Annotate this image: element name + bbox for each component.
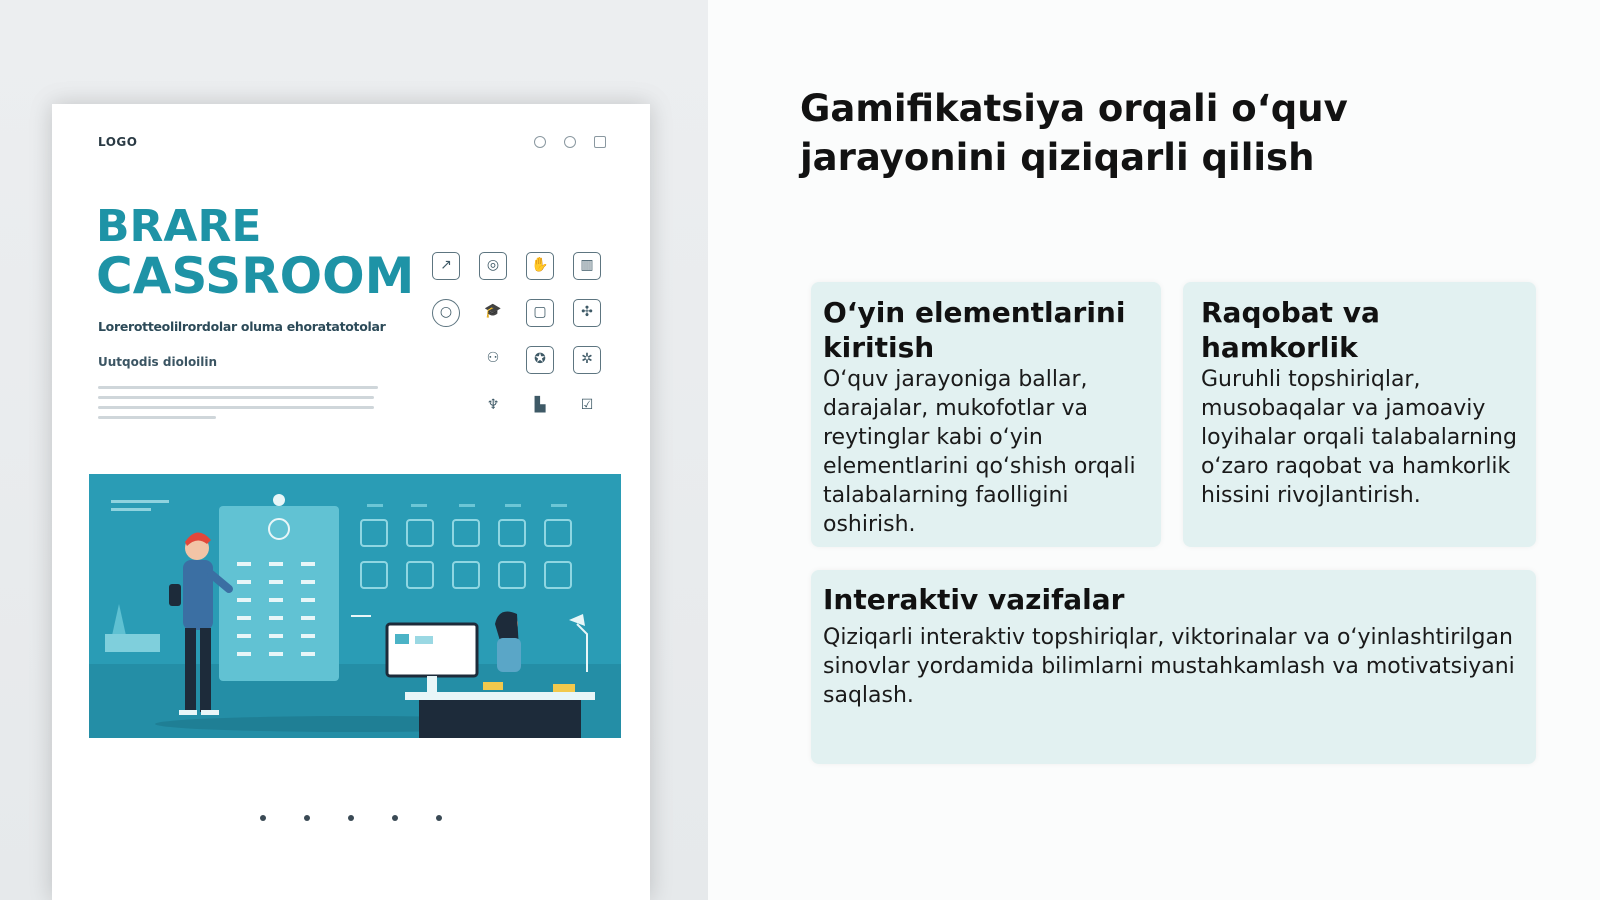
- document-preview: [52, 104, 650, 900]
- shield-icon: [564, 136, 576, 148]
- doc-title: [96, 201, 415, 306]
- chart-icon: ↗: [432, 252, 460, 280]
- card-body: Guruhli topshiriqlar, musobaqalar va jamoaviy loyihalar orqali talabalarning o‘zaro raqobat va hamkorlik hissini rivojlantirish.: [1201, 367, 1517, 508]
- bar-chart-icon: ▙: [534, 397, 546, 413]
- text-placeholder-line: [98, 386, 378, 389]
- card-title: O‘yin elementlarini kiritish: [823, 296, 1126, 364]
- gear-icon: ✲: [573, 346, 601, 374]
- card-interactive: [811, 570, 1536, 764]
- trophy-icon: ♆: [486, 397, 500, 413]
- card-competition: [1183, 282, 1536, 547]
- doc-tagline: Uutqodis dioloilin: [98, 355, 218, 369]
- doc-subtitle: Lorerotteolilrordolar oluma ehoratatotolar: [98, 319, 386, 334]
- carousel-dot[interactable]: [304, 815, 310, 821]
- puzzle-icon: ✣: [573, 299, 601, 327]
- slide-title: Gamifikatsiya orqali o‘quv jarayonini qiziqarli qilish: [800, 87, 1348, 179]
- frame-icon: ▢: [526, 299, 554, 327]
- doc-title-line2: CASSROOM: [96, 247, 415, 306]
- preview-panel: [0, 0, 708, 900]
- chat-icon: [534, 136, 546, 148]
- text-placeholder-line: [98, 406, 374, 409]
- card-body: O‘quv jarayoniga ballar, darajalar, mukofotlar va reytinglar kabi o‘yin elementlarini qo‘shish orqali talabalarning faolligini oshirish.: [823, 367, 1136, 537]
- carousel-dots: [52, 806, 650, 825]
- card-title: Interaktiv vazifalar: [823, 583, 1125, 616]
- classroom-illustration: [89, 474, 621, 738]
- doc-top-icons: [534, 136, 606, 148]
- text-placeholder-line: [98, 416, 216, 419]
- check-icon: ☑: [580, 397, 594, 413]
- cap-icon: 🎓: [484, 303, 502, 319]
- window-icon: [594, 136, 606, 148]
- text-placeholder-line: [98, 396, 374, 399]
- carousel-dot[interactable]: [436, 815, 442, 821]
- carousel-dot[interactable]: [348, 815, 354, 821]
- card-title: Raqobat va hamkorlik: [1201, 296, 1380, 364]
- globe-icon: ◎: [479, 252, 507, 280]
- people-icon: ⚇: [486, 350, 500, 366]
- hand-icon: ✋: [526, 252, 554, 280]
- doc-logo: LOGO: [98, 135, 138, 149]
- card-body: Qiziqarli interaktiv topshiriqlar, viktorinalar va o‘yinlashtirilgan sinovlar yordamida bilimlarni mustahkamlash va motivatsiyani saqlash.: [823, 625, 1515, 708]
- card-game-elements: [811, 282, 1161, 547]
- feature-icon-grid: [432, 252, 628, 442]
- carousel-dot[interactable]: [392, 815, 398, 821]
- badge-icon: ✪: [526, 346, 554, 374]
- doc-title-line1: BRARE: [96, 201, 262, 252]
- carousel-dot[interactable]: [260, 815, 266, 821]
- book-icon: ▥: [573, 252, 601, 280]
- circle-icon: ○: [432, 299, 460, 327]
